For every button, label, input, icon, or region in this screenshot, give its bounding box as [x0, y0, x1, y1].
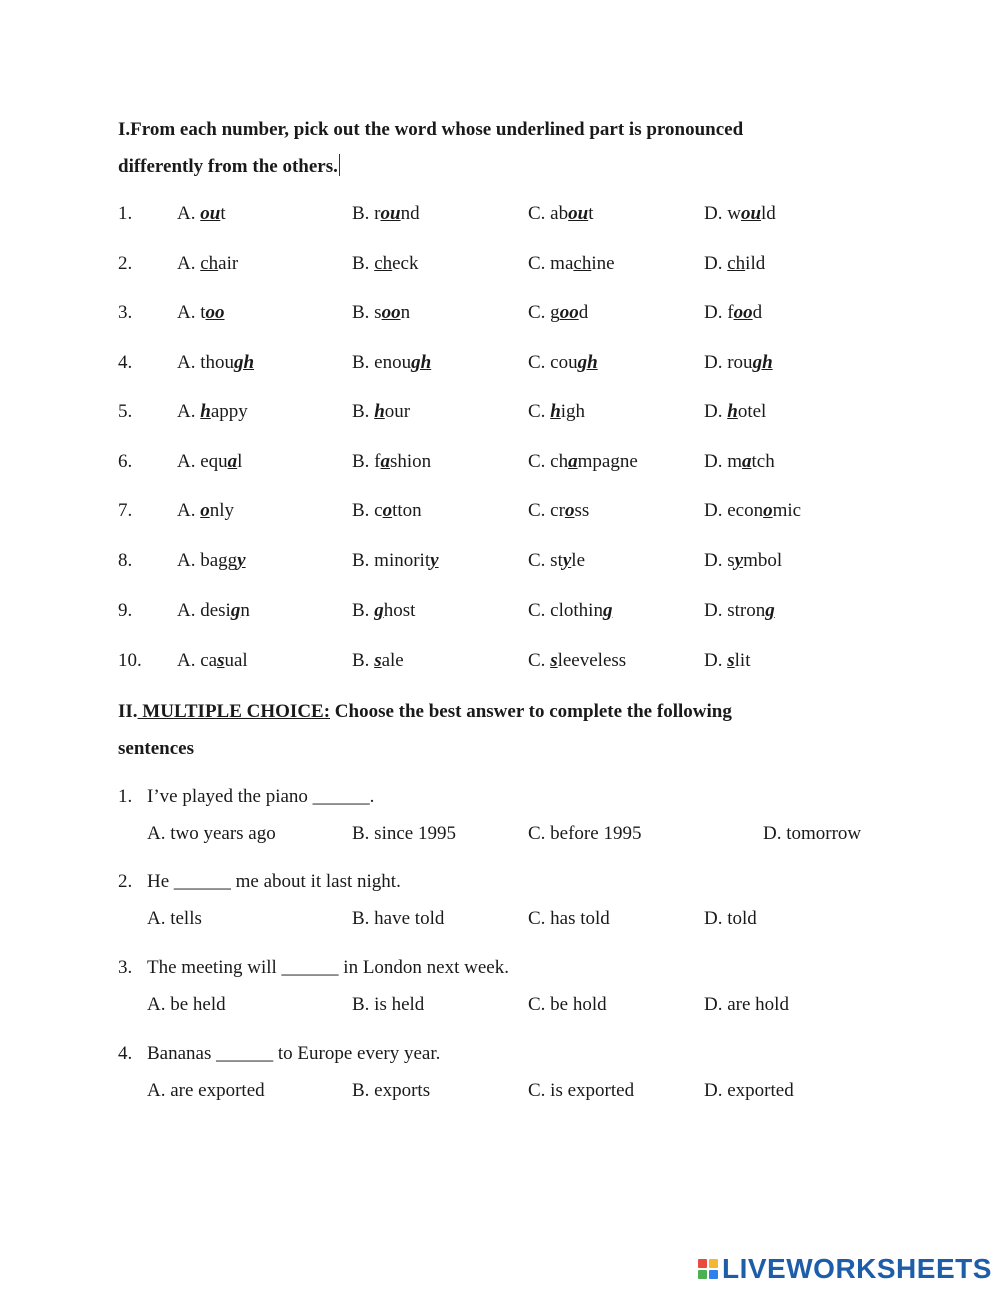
- section2-title-line2: sentences: [118, 738, 194, 759]
- option-c: [528, 500, 589, 522]
- option-d: [704, 401, 766, 423]
- word-part: nd: [400, 203, 420, 224]
- word-part: B. c: [352, 500, 383, 521]
- option-b: [352, 500, 422, 522]
- underlined-part: ou: [200, 203, 221, 224]
- word-part: A. thou: [177, 352, 234, 373]
- answer-options: [0, 1080, 1000, 1110]
- word-part: t: [220, 203, 226, 224]
- word-part: B. enou: [352, 352, 412, 373]
- word-part: ss: [574, 500, 590, 521]
- word-part: lit: [734, 650, 751, 671]
- option-b: [352, 600, 415, 622]
- item-number: 6.: [118, 451, 133, 472]
- word-part: B.: [352, 600, 375, 621]
- word-part: ine: [591, 253, 615, 274]
- item-number: 5.: [118, 401, 133, 422]
- underlined-part: a: [227, 451, 238, 472]
- option-d: [704, 500, 801, 522]
- word-part: C. ab: [528, 203, 569, 224]
- word-part: D. stron: [704, 600, 766, 621]
- option-c: [528, 600, 612, 622]
- answer-option-d[interactable]: D. told: [704, 908, 757, 929]
- option-d: [704, 253, 765, 275]
- underlined-part: oo: [733, 302, 753, 323]
- question-text: He ______ me about it last night.: [147, 871, 401, 892]
- word-part: ual: [224, 650, 248, 671]
- word-part: l: [237, 451, 243, 472]
- word-part: ild: [745, 253, 766, 274]
- underlined-part: s: [217, 650, 225, 671]
- underlined-part: o: [382, 500, 393, 521]
- word-part: B.: [352, 650, 375, 671]
- word-part: D.: [704, 401, 728, 422]
- option-b: [352, 253, 419, 275]
- word-part: B.: [352, 401, 375, 422]
- underlined-part: ou: [568, 203, 589, 224]
- option-b: [352, 352, 431, 374]
- pronunciation-item: [0, 352, 1000, 382]
- underlined-part: gh: [577, 352, 598, 373]
- section2-title: Choose the best answer to complete the following: [330, 701, 732, 722]
- answer-option-b[interactable]: B. exports: [352, 1080, 431, 1101]
- word-part: C. st: [528, 550, 563, 571]
- answer-option-c[interactable]: C. be hold: [528, 994, 607, 1015]
- item-number: 7.: [118, 500, 133, 521]
- option-b: [352, 302, 410, 324]
- answer-option-c[interactable]: C. is exported: [528, 1080, 635, 1101]
- answer-option-c[interactable]: C. has told: [528, 908, 610, 929]
- word-part: host: [383, 600, 416, 621]
- word-part: appy: [210, 401, 248, 422]
- item-number: 8.: [118, 550, 133, 571]
- underlined-part: ch: [573, 253, 592, 274]
- underlined-part: ch: [727, 253, 746, 274]
- answer-option-a[interactable]: A. tells: [147, 908, 202, 929]
- underlined-part: y: [237, 550, 246, 571]
- underlined-part: s: [727, 650, 735, 671]
- word-part: D.: [704, 650, 728, 671]
- word-part: ld: [761, 203, 776, 224]
- word-part: C.: [528, 650, 551, 671]
- word-part: A.: [177, 401, 201, 422]
- item-number: 4.: [118, 352, 133, 373]
- option-a: [177, 203, 226, 225]
- item-number: 10.: [118, 650, 142, 671]
- underlined-part: oo: [205, 302, 225, 323]
- option-a: [177, 600, 250, 622]
- question-number: 1.: [118, 786, 133, 807]
- answer-option-a[interactable]: A. are exported: [147, 1080, 265, 1101]
- word-part: C. clothin: [528, 600, 603, 621]
- word-part: A.: [177, 203, 201, 224]
- option-d: [704, 451, 775, 473]
- option-b: [352, 650, 404, 672]
- underlined-part: s: [374, 650, 382, 671]
- word-part: C. g: [528, 302, 560, 323]
- option-a: [177, 401, 248, 423]
- underlined-part: s: [550, 650, 558, 671]
- word-part: A. desi: [177, 600, 231, 621]
- option-c: [528, 352, 598, 374]
- option-d: [704, 550, 782, 572]
- underlined-part: ch: [200, 253, 219, 274]
- word-part: d: [752, 302, 763, 323]
- option-c: [528, 451, 638, 473]
- underlined-part: h: [374, 401, 385, 422]
- option-a: [177, 550, 246, 572]
- option-a: [177, 451, 242, 473]
- word-part: d: [578, 302, 589, 323]
- option-d: [704, 650, 750, 672]
- word-part: D. f: [704, 302, 734, 323]
- underlined-part: y: [562, 550, 572, 571]
- underlined-part: o: [564, 500, 575, 521]
- question-stem: [0, 786, 1000, 816]
- word-part: B.: [352, 253, 375, 274]
- word-part: nly: [209, 500, 235, 521]
- underlined-part: h: [727, 401, 738, 422]
- word-part: B. minorit: [352, 550, 431, 571]
- underlined-part: y: [734, 550, 744, 571]
- answer-option-b[interactable]: B. since 1995: [352, 823, 456, 844]
- word-part: A. t: [177, 302, 206, 323]
- option-c: [528, 550, 585, 572]
- word-part: igh: [560, 401, 586, 422]
- word-part: mbol: [743, 550, 783, 571]
- word-part: ale: [381, 650, 404, 671]
- word-part: D. w: [704, 203, 741, 224]
- question-text: I’ve played the piano ______.: [147, 786, 375, 807]
- question-stem: [0, 871, 1000, 901]
- option-d: [704, 302, 762, 324]
- underlined-part: a: [380, 451, 390, 472]
- pronunciation-item: [0, 302, 1000, 332]
- word-part: D.: [704, 253, 728, 274]
- word-part: n: [400, 302, 411, 323]
- word-part: otel: [737, 401, 767, 422]
- answer-option-a[interactable]: A. two years ago: [147, 823, 276, 844]
- section2-label: MULTIPLE CHOICE:: [137, 701, 331, 722]
- answer-option-b[interactable]: B. have told: [352, 908, 445, 929]
- question-stem: [0, 957, 1000, 987]
- option-a: [177, 352, 254, 374]
- liveworksheets-logo: [698, 1252, 992, 1286]
- word-part: A.: [177, 253, 201, 274]
- word-part: leeveless: [557, 650, 627, 671]
- word-part: A. bagg: [177, 550, 238, 571]
- word-part: A.: [177, 500, 201, 521]
- option-c: [528, 650, 626, 672]
- answer-option-a[interactable]: A. be held: [147, 994, 226, 1015]
- pronunciation-item: [0, 451, 1000, 481]
- underlined-part: a: [742, 451, 752, 472]
- word-part: B. r: [352, 203, 381, 224]
- section2-prefix: II.: [118, 701, 138, 722]
- word-part: D. rou: [704, 352, 753, 373]
- underlined-part: ch: [374, 253, 393, 274]
- option-d: [704, 203, 776, 225]
- underlined-part: h: [550, 401, 561, 422]
- word-part: le: [571, 550, 586, 571]
- section1-title-line2: differently from the others.: [118, 156, 338, 177]
- option-a: [177, 253, 238, 275]
- underlined-part: ou: [740, 203, 762, 224]
- word-part: tton: [392, 500, 422, 521]
- word-part: A. ca: [177, 650, 218, 671]
- answer-option-d[interactable]: D. are hold: [704, 994, 789, 1015]
- option-c: [528, 203, 593, 225]
- answer-option-b[interactable]: B. is held: [352, 994, 425, 1015]
- word-part: C. cou: [528, 352, 578, 373]
- word-part: mpagne: [577, 451, 638, 472]
- option-b: [352, 550, 439, 572]
- item-number: 9.: [118, 600, 133, 621]
- item-number: 3.: [118, 302, 133, 323]
- option-c: [528, 302, 588, 324]
- pronunciation-item: [0, 203, 1000, 233]
- pronunciation-item: [0, 500, 1000, 530]
- answer-options: [0, 994, 1000, 1024]
- section2-heading: [118, 693, 898, 767]
- option-b: [352, 203, 420, 225]
- pronunciation-item: [0, 401, 1000, 431]
- text-cursor: [339, 154, 340, 176]
- pronunciation-item: [0, 650, 1000, 680]
- pronunciation-item: [0, 253, 1000, 283]
- word-part: n: [240, 600, 250, 621]
- word-part: B. f: [352, 451, 381, 472]
- word-part: C. ma: [528, 253, 574, 274]
- underlined-part: o: [200, 500, 210, 521]
- option-c: [528, 253, 615, 275]
- word-part: eck: [392, 253, 419, 274]
- section1-title-line1: I.From each number, pick out the word whose underlined part is pronounced: [118, 119, 744, 140]
- pronunciation-item: [0, 600, 1000, 630]
- question-number: 4.: [118, 1043, 133, 1064]
- word-part: D. m: [704, 451, 742, 472]
- logo-text: LIVEWORKSHEETS: [722, 1253, 992, 1284]
- logo-blocks-icon: [698, 1259, 718, 1279]
- word-part: shion: [390, 451, 432, 472]
- option-a: [177, 302, 225, 324]
- underlined-part: oo: [381, 302, 401, 323]
- question-text: The meeting will ______ in London next week.: [147, 957, 509, 978]
- answer-option-d[interactable]: D. tomorrow: [763, 823, 862, 844]
- word-part: C. cr: [528, 500, 565, 521]
- option-a: [177, 500, 234, 522]
- word-part: C.: [528, 401, 551, 422]
- answer-option-d[interactable]: D. exported: [704, 1080, 794, 1101]
- option-c: [528, 401, 585, 423]
- underlined-part: gh: [411, 352, 432, 373]
- word-part: our: [384, 401, 411, 422]
- underlined-part: oo: [559, 302, 579, 323]
- word-part: t: [588, 203, 594, 224]
- underlined-part: gh: [752, 352, 773, 373]
- option-a: [177, 650, 248, 672]
- pronunciation-item: [0, 550, 1000, 580]
- section1-heading: [118, 111, 898, 185]
- word-part: B. s: [352, 302, 382, 323]
- underlined-part: g: [765, 600, 775, 621]
- word-part: D. s: [704, 550, 735, 571]
- option-b: [352, 451, 431, 473]
- underlined-part: g: [374, 600, 384, 621]
- answer-options: [0, 823, 1000, 853]
- underlined-part: gh: [234, 352, 255, 373]
- underlined-part: a: [568, 451, 578, 472]
- underlined-part: h: [200, 401, 211, 422]
- question-number: 3.: [118, 957, 133, 978]
- underlined-part: g: [230, 600, 241, 621]
- option-d: [704, 600, 775, 622]
- question-number: 2.: [118, 871, 133, 892]
- word-part: C. ch: [528, 451, 569, 472]
- question-text: Bananas ______ to Europe every year.: [147, 1043, 441, 1064]
- underlined-part: ou: [380, 203, 401, 224]
- item-number: 2.: [118, 253, 133, 274]
- underlined-part: o: [763, 500, 773, 521]
- word-part: A. equ: [177, 451, 228, 472]
- underlined-part: g: [602, 600, 613, 621]
- answer-options: [0, 908, 1000, 938]
- word-part: air: [218, 253, 239, 274]
- item-number: 1.: [118, 203, 133, 224]
- answer-option-c[interactable]: C. before 1995: [528, 823, 642, 844]
- option-d: [704, 352, 773, 374]
- word-part: D. econ: [704, 500, 764, 521]
- question-stem: [0, 1043, 1000, 1073]
- underlined-part: y: [430, 550, 439, 571]
- word-part: tch: [751, 451, 775, 472]
- word-part: mic: [772, 500, 802, 521]
- option-b: [352, 401, 410, 423]
